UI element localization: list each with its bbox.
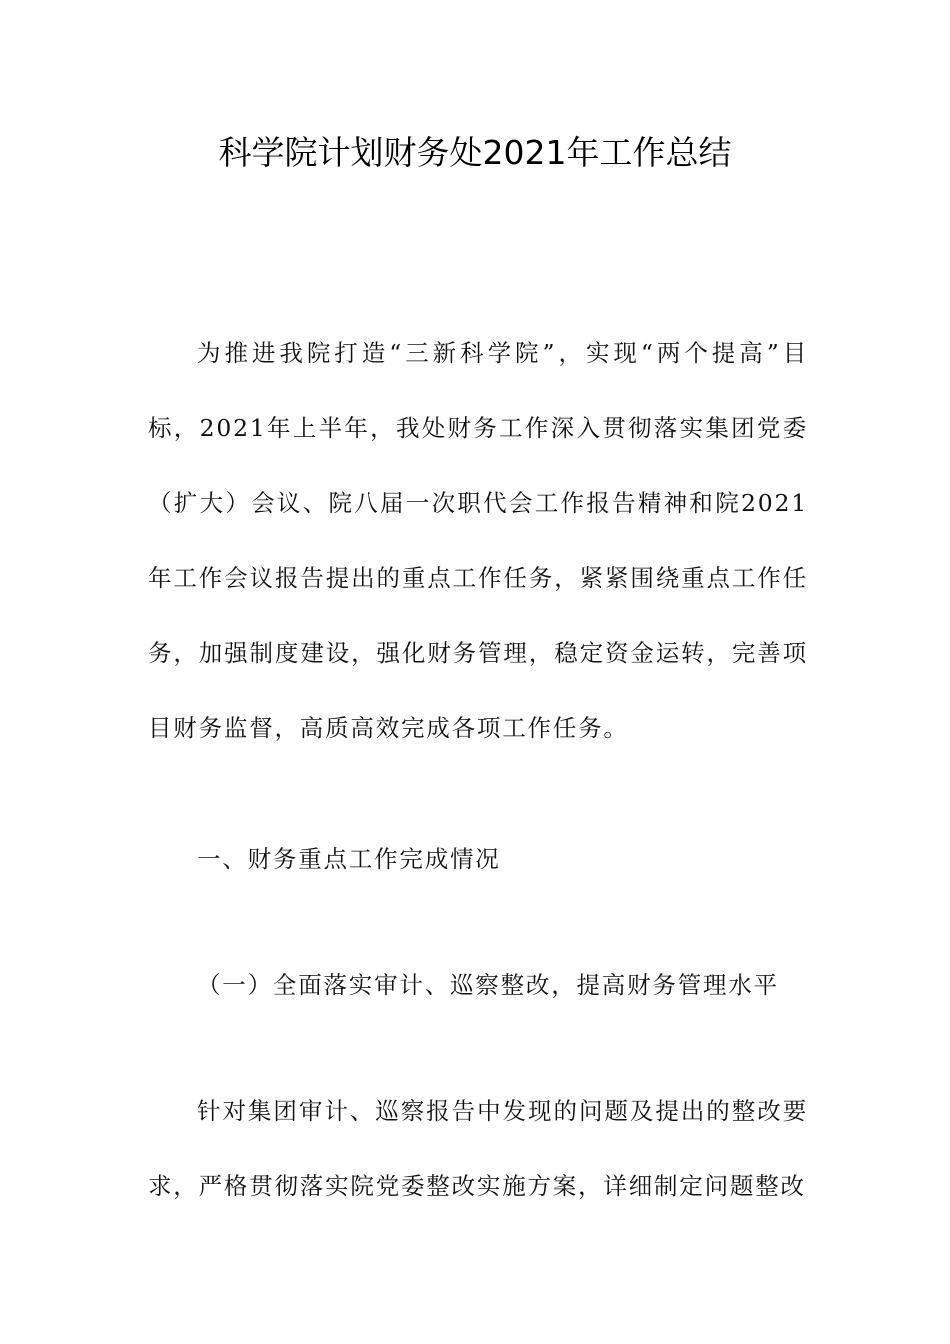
subsection-heading: （一）全面落实审计、巡察整改，提高财务管理水平 — [197, 971, 779, 999]
intro-paragraph: 为推进我院打造“三新科学院”，实现“两个提高”目标，2021年上半年，我处财务工作深入贯彻落实集团党委（扩大）会议、院八届一次职代会工作报告精神和院2021年工作会议报告提出的重点工作任务，紧紧围绕重点工作任务，加强制度建设，强化财务管理，稳定资金运转，完善项目财务监督，高质高效完成各项工作任务。 — [148, 339, 808, 742]
section-heading: 一、财务重点工作完成情况 — [197, 845, 501, 873]
body-paragraph: 针对集团审计、巡察报告中发现的问题及提出的整改要求，严格贯彻落实院党委整改实施方案，详细制定问题整改 — [148, 1097, 808, 1200]
document-title: 科学院计划财务处2021年工作总结 — [218, 133, 732, 172]
